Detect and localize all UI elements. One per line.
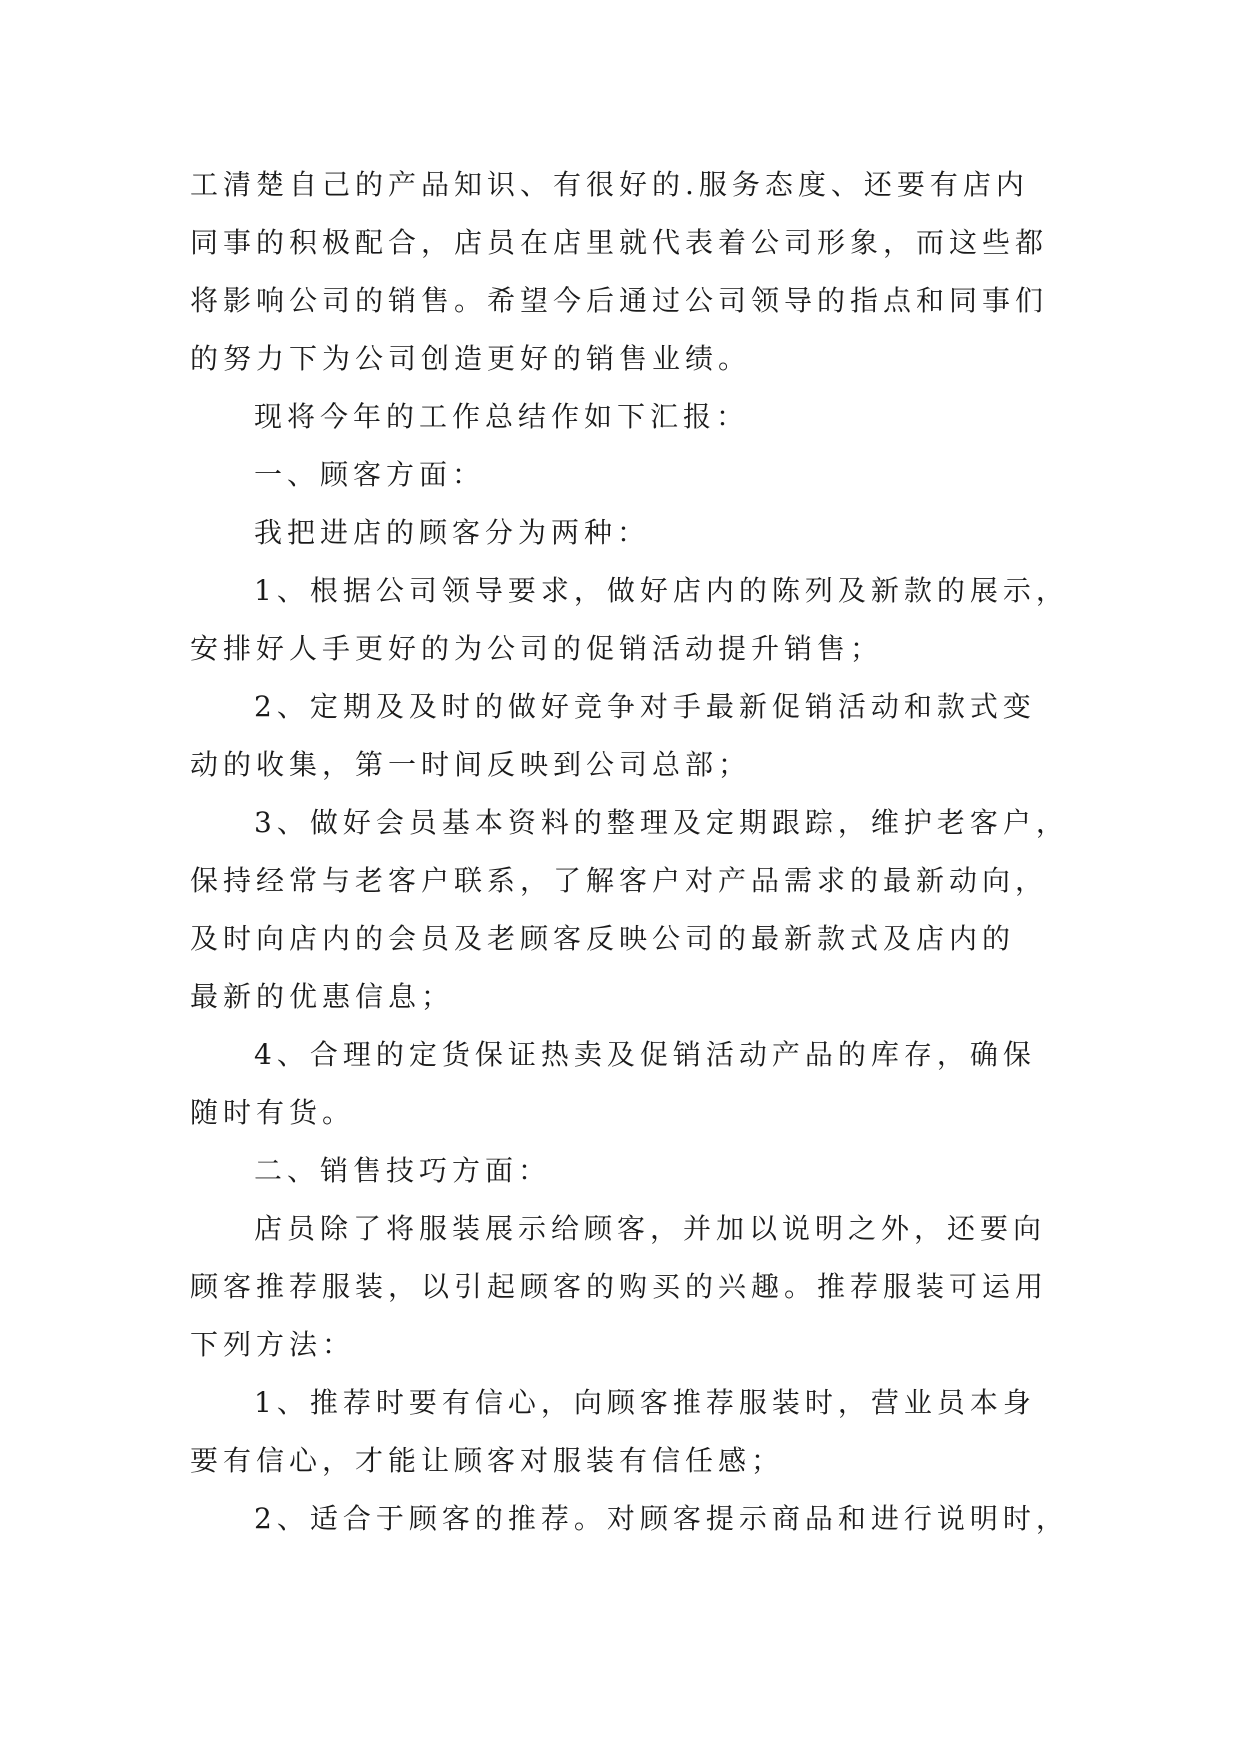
paragraph [190, 388, 1070, 446]
document-body [190, 156, 1070, 1548]
paragraph [190, 1200, 1070, 1374]
text-line: 顾客推荐服装，以引起顾客的购买的兴趣。推荐服装可运用 [190, 1270, 1049, 1303]
text-line: 店员除了将服装展示给顾客，并加以说明之外，还要向 [254, 1212, 1047, 1245]
text-line: 一、顾客方面： [254, 458, 486, 491]
text-line: 现将今年的工作总结作如下汇报： [254, 400, 750, 433]
text-line: 1、根据公司领导要求，做好店内的陈列及新款的展示， [254, 574, 1069, 607]
text-line: 同事的积极配合，店员在店里就代表着公司形象，而这些都 [190, 226, 1049, 259]
text-line: 保持经常与老客户联系，了解客户对产品需求的最新动向， [190, 864, 1049, 897]
text-line: 安排好人手更好的为公司的促销活动提升销售； [190, 632, 884, 665]
text-line: 工清楚自己的产品知识、有很好的.服务态度、还要有店内 [190, 168, 1029, 201]
paragraph [190, 504, 1070, 562]
text-line: 2、定期及及时的做好竞争对手最新促销活动和款式变 [254, 690, 1036, 723]
list-item [190, 1490, 1070, 1548]
text-line: 我把进店的顾客分为两种： [254, 516, 651, 549]
section-heading [190, 1142, 1070, 1200]
text-line: 2、适合于顾客的推荐。对顾客提示商品和进行说明时， [254, 1502, 1069, 1535]
text-line: 要有信心，才能让顾客对服装有信任感； [190, 1444, 785, 1477]
list-item [190, 562, 1070, 678]
text-line: 动的收集，第一时间反映到公司总部； [190, 748, 752, 781]
list-item [190, 1374, 1070, 1490]
section-heading [190, 446, 1070, 504]
text-line: 3、做好会员基本资料的整理及定期跟踪，维护老客户， [254, 806, 1069, 839]
text-line: 及时向店内的会员及老顾客反映公司的最新款式及店内的 [190, 922, 1016, 955]
text-line: 1、推荐时要有信心，向顾客推荐服装时，营业员本身 [254, 1386, 1036, 1419]
text-line: 二、销售技巧方面： [254, 1154, 552, 1187]
text-line: 下列方法： [190, 1328, 356, 1361]
paragraph [190, 156, 1070, 388]
text-line: 最新的优惠信息； [190, 980, 455, 1013]
list-item [190, 678, 1070, 794]
list-item [190, 794, 1070, 1026]
text-line: 的努力下为公司创造更好的销售业绩。 [190, 342, 752, 375]
list-item [190, 1026, 1070, 1142]
text-line: 将影响公司的销售。希望今后通过公司领导的指点和同事们 [190, 284, 1049, 317]
text-line: 4、合理的定货保证热卖及促销活动产品的库存，确保 [254, 1038, 1036, 1071]
text-line: 随时有货。 [190, 1096, 356, 1129]
